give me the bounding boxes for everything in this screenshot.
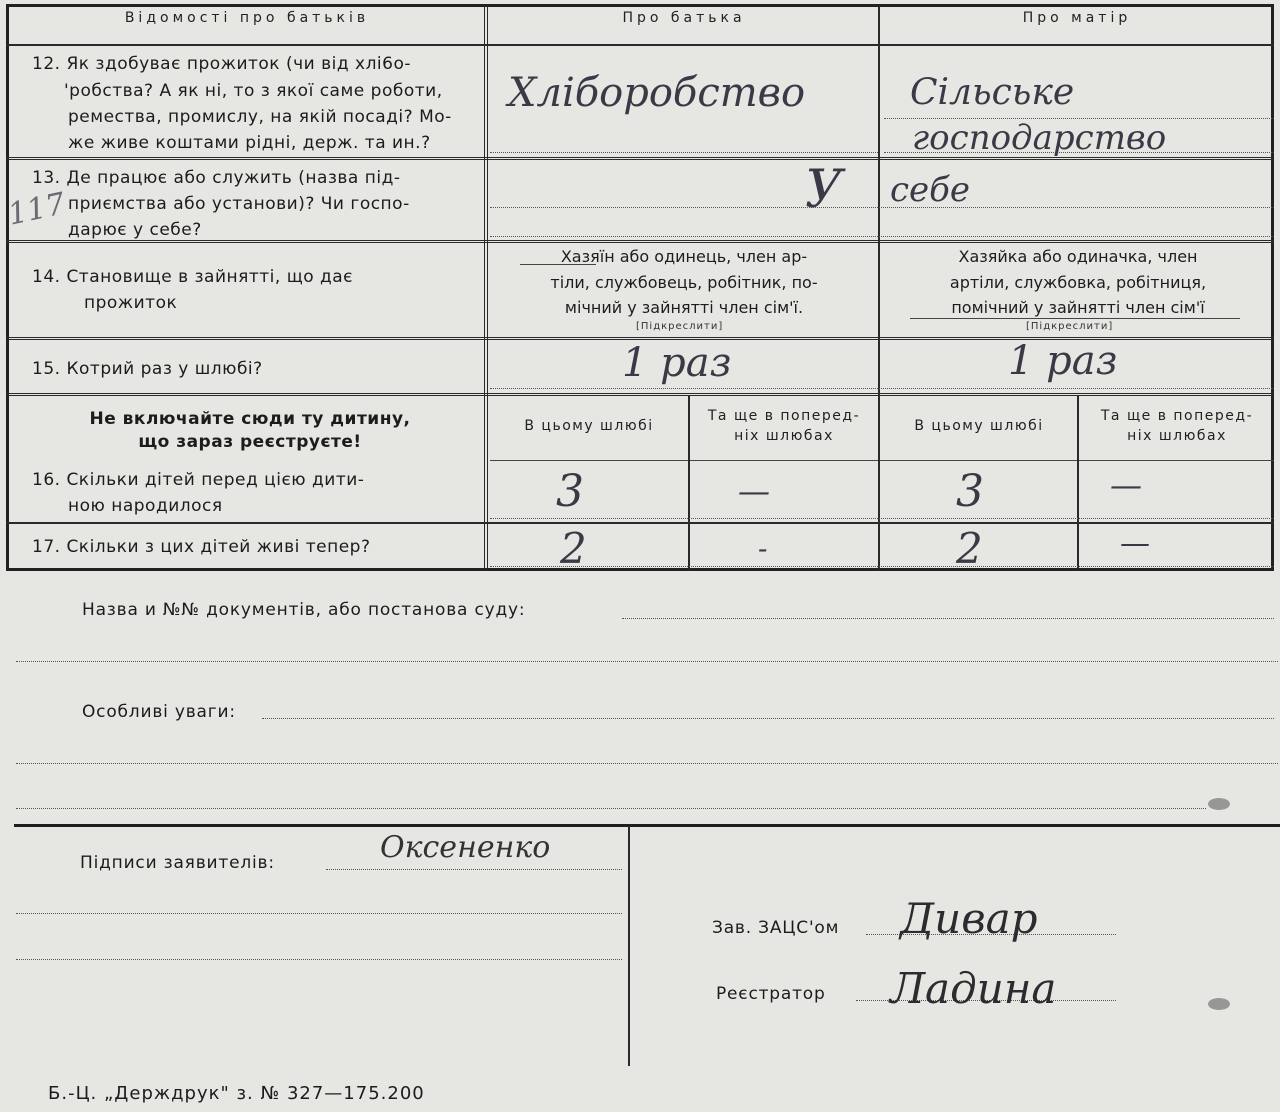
father-prev-marriage-header-1: Та ще в поперед- [707, 408, 861, 424]
q14-line1: 14. Становище в зайнятті, що дає [32, 267, 354, 287]
q17-mother-prev: — [1120, 526, 1150, 561]
subheader-rule [490, 460, 1274, 461]
signatures-line-1 [326, 869, 622, 870]
q14-mother-line2: артіли, службовка, робітниця, [949, 273, 1207, 292]
signatures-line-3 [16, 959, 622, 960]
registrar-signature: Ладина [890, 964, 1057, 1013]
q17-father-prev: - [758, 532, 768, 565]
printer-footer: Б.-Ц. „Держдрук" з. № 327—175.200 [48, 1083, 425, 1104]
q16-mother-prev: — [1110, 466, 1142, 504]
father-prev-marriage-header-2: ніх шлюбах [734, 428, 834, 444]
q14-father-line3: мічний у зайнятті член сім'ї. [564, 298, 804, 317]
q15-father-answer: 1 раз [622, 340, 732, 386]
registrar-label: Реєстратор [716, 984, 826, 1004]
signature-section-rule [14, 824, 1280, 827]
q15-line: 15. Котрий раз у шлюбі? [32, 359, 263, 379]
signatures-label: Підписи заявителів: [80, 853, 275, 873]
q12-line4: же живе коштами рідні, держ. та ин.? [68, 133, 431, 153]
q12-line1: 12. Як здобуває прожиток (чи від хлі6о- [32, 54, 412, 74]
q16-answer-line [490, 518, 1274, 519]
q13-line3: дарює у себе? [68, 220, 202, 240]
q16-mother-this: 3 [956, 466, 984, 517]
q16-father-this: 3 [556, 466, 584, 517]
head-signature: Дивар [900, 894, 1038, 943]
q17-line: 17. Скільки з цих дітей живі тепер? [32, 537, 371, 557]
mother-this-marriage-header: В цьому шлюбі [914, 418, 1044, 434]
remarks-line-2 [16, 763, 1278, 764]
col-divider-father-sub [688, 395, 690, 569]
col-divider-mother-sub [1077, 395, 1079, 569]
q13-line2: приємства або установи)? Чи госпо- [68, 194, 410, 214]
mother-prev-marriage-header-2: ніх шлюбах [1127, 428, 1227, 444]
q13-line1: 13. Де працює або служить (назва під- [32, 168, 401, 188]
q16-line1: 16. Скільки дітей перед цією дити- [32, 470, 365, 490]
col-divider-2 [878, 6, 880, 569]
note-line2: що зараз реєструєте! [138, 432, 362, 452]
remarks-label: Особливі уваги: [82, 702, 236, 722]
header-rule [6, 44, 1274, 46]
q14-father-note: [Підкреслити] [636, 321, 724, 332]
q14-mother-line1: Хазяйка або одиначка, член [958, 247, 1198, 266]
q14-father-line1: Хазяїн або одинець, член ар- [560, 247, 808, 266]
q12-line3: ремества, промислу, на якій посаді? Мо- [68, 107, 452, 127]
note-line1: Не включайте сюди ту дитину, [89, 409, 411, 429]
q17-mother-this: 2 [956, 524, 983, 573]
mother-prev-marriage-header-1: Та ще в поперед- [1100, 408, 1254, 424]
q16-line2: ною народилося [68, 496, 223, 516]
q14-father-line2: тіли, службовець, робітник, по- [550, 273, 818, 292]
signature-divider [628, 826, 630, 1066]
head-label: Зав. ЗАЦС'ом [712, 918, 840, 938]
documents-line-1 [622, 618, 1274, 619]
applicant-signature: Оксененко [380, 830, 551, 865]
q12-father-line [490, 152, 878, 153]
q13-line-b [490, 236, 1274, 237]
margin-note: 117 [4, 186, 69, 233]
q12-mother-answer-1: Сільське [910, 72, 1075, 113]
remarks-line-1 [262, 718, 1274, 719]
q13-answer-a: У [805, 160, 843, 220]
q12-mother-answer-2: господарство [912, 118, 1167, 158]
q16-father-prev: — [738, 472, 770, 510]
q14-mother-underline [910, 318, 1240, 319]
q15-answer-line [490, 388, 1274, 389]
header-col2: Про батька [622, 10, 746, 26]
q12-father-answer: Хліборобство [508, 70, 806, 116]
q13-line-a [490, 207, 1274, 208]
paper-stain [1208, 998, 1230, 1010]
q15-mother-answer: 1 раз [1008, 338, 1118, 384]
father-this-marriage-header: В цьому шлюбі [524, 418, 654, 434]
q14-father-underline [520, 264, 596, 265]
header-col3: Про матір [1022, 10, 1132, 26]
documents-label: Назва и №№ документів, або постанова суду: [82, 600, 526, 620]
q14-line2: прожиток [84, 293, 178, 313]
q13-answer-b: себе [890, 170, 971, 210]
row16-rule [6, 522, 1274, 524]
q12-line2: 'робства? А як ні, то з якої саме роботи, [64, 81, 443, 101]
row15-rule [6, 393, 1274, 396]
paper-stain [1208, 798, 1230, 810]
col-divider-1 [484, 6, 488, 569]
remarks-line-3 [16, 808, 1206, 809]
documents-line-2 [16, 661, 1278, 662]
q14-mother-note: [Підкреслити] [1026, 321, 1114, 332]
q14-mother-line3: помічний у зайнятті член сім'ї [951, 298, 1205, 317]
q17-father-this: 2 [560, 524, 587, 573]
header-col1: Відомості про батьків [124, 10, 370, 26]
q17-answer-line [490, 566, 1274, 567]
signatures-line-2 [16, 913, 622, 914]
